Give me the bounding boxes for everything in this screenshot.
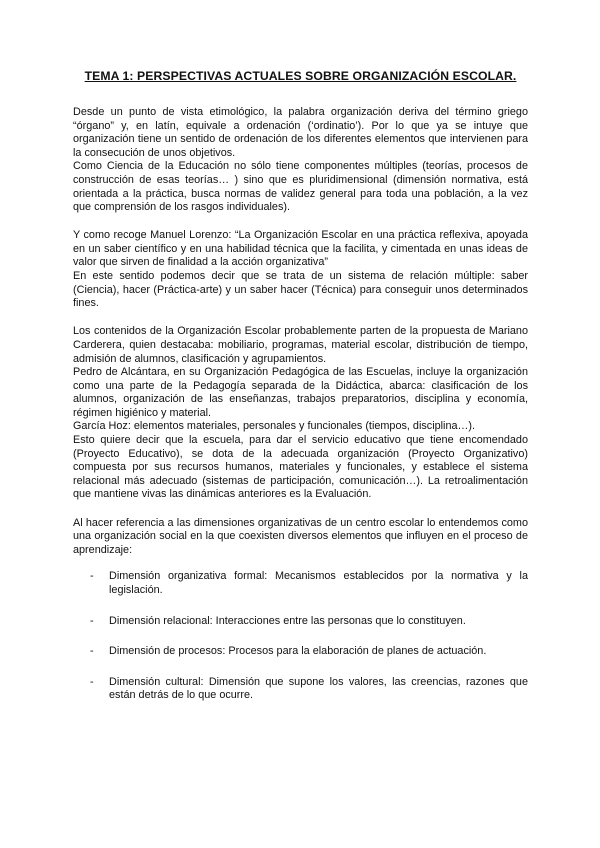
bullet-dash: -: [90, 570, 94, 583]
list-item-text: Dimensión cultural: Dimensión que supone los valores, las creencias, razones que están detrás de lo que ocurre.: [109, 675, 528, 702]
paragraph-garcia-hoz: García Hoz: elementos materiales, personales y funcionales (tiempos, disciplina…).: [73, 420, 475, 433]
paragraph-gap: [73, 215, 528, 230]
paragraph-gap: [73, 502, 528, 517]
paragraph-gap: [73, 311, 528, 326]
paragraph-etymology: Desde un punto de vista etimológico, la palabra organización deriva del término griego “órgano” y, en latín, equivale a ordenación (‘ordinatio’). Por lo que ya se intuye que organización tiene un sentido de ordenación de los diferentes elementos que intervienen para la consecución de unos objetivos.: [73, 106, 528, 159]
document-title: TEMA 1: PERSPECTIVAS ACTUALES SOBRE ORGANIZACIÓN ESCOLAR.: [84, 69, 517, 83]
list-item: [73, 645, 528, 659]
paragraph-alcantara: Pedro de Alcántara, en su Organización Pedagógica de las Escuelas, incluye la organización como una parte de la Pedagogía separada de la Didáctica, abarca: clasificación de los alumnos, organización de las enseñanzas, trabajos preparatorios, disciplina y economía, régimen higiénico y material.: [73, 366, 528, 419]
paragraph-lorenzo-quote: Y como recoge Manuel Lorenzo: “La Organización Escolar en una práctica reflexiva, apoyada en un saber científico y en una habilidad técnica que la facilita, y cimentada en unas ideas de valor que sirven de finalidad a la acción organizativa”: [73, 229, 528, 269]
list-item-text: Dimensión organizativa formal: Mecanismos establecidos por la normativa y la legislación.: [109, 570, 528, 596]
list-item: [73, 615, 528, 629]
list-item-text: Dimensión relacional: Interacciones entre las personas que lo constituyen.: [109, 614, 466, 627]
list-item: [73, 570, 528, 597]
paragraph-carderera: Los contenidos de la Organización Escolar probablemente parten de la propuesta de Mariano Carderera, quien destacaba: mobiliario, programas, material escolar, distribución de tiempo, admisión de alumnos, clasificación y agrupamientos.: [73, 325, 528, 365]
list-item: [73, 676, 528, 703]
paragraph-relation-system: En este sentido podemos decir que se trata de un sistema de relación múltiple: saber (Ciencia), hacer (Práctica-arte) y un saber hacer (Técnica) para conseguir unos determinados fines.: [73, 270, 528, 310]
bullet-dash: -: [90, 675, 94, 688]
paragraph-science: Como Ciencia de la Educación no sólo tiene componentes múltiples (teorías, procesos de construcción de esas teorías… ) sino que es pluridimensional (dimensión normativa, está orientada a la práctica, busca normas de validez general para toda una población, a la vez que comprensión de los rasgos individuales).: [73, 160, 528, 214]
dimensions-list: [73, 570, 528, 703]
paragraph-dimensions-intro: Al hacer referencia a las dimensiones organizativas de un centro escolar lo entendemos como una organización social en la que coexisten diversos elementos que influyen en el proceso de aprendizaje:: [73, 516, 528, 556]
bullet-dash: -: [90, 614, 94, 627]
bullet-dash: -: [90, 645, 94, 658]
list-item-text: Dimensión de procesos: Procesos para la elaboración de planes de actuación.: [109, 645, 487, 658]
paragraph-school-service: Esto quiere decir que la escuela, para dar el servicio educativo que tiene encomendado (Proyecto Educativo), se dota de la adecuada organización (Proyecto Organizativo) compuesta por sus recursos humanos, materiales y funcionales, y establece el sistema relacional más adecuado (sistemas de participación, comunicación…). La retroalimentación que mantiene vivas las dinámicas anteriores es la Evaluación.: [73, 434, 528, 501]
